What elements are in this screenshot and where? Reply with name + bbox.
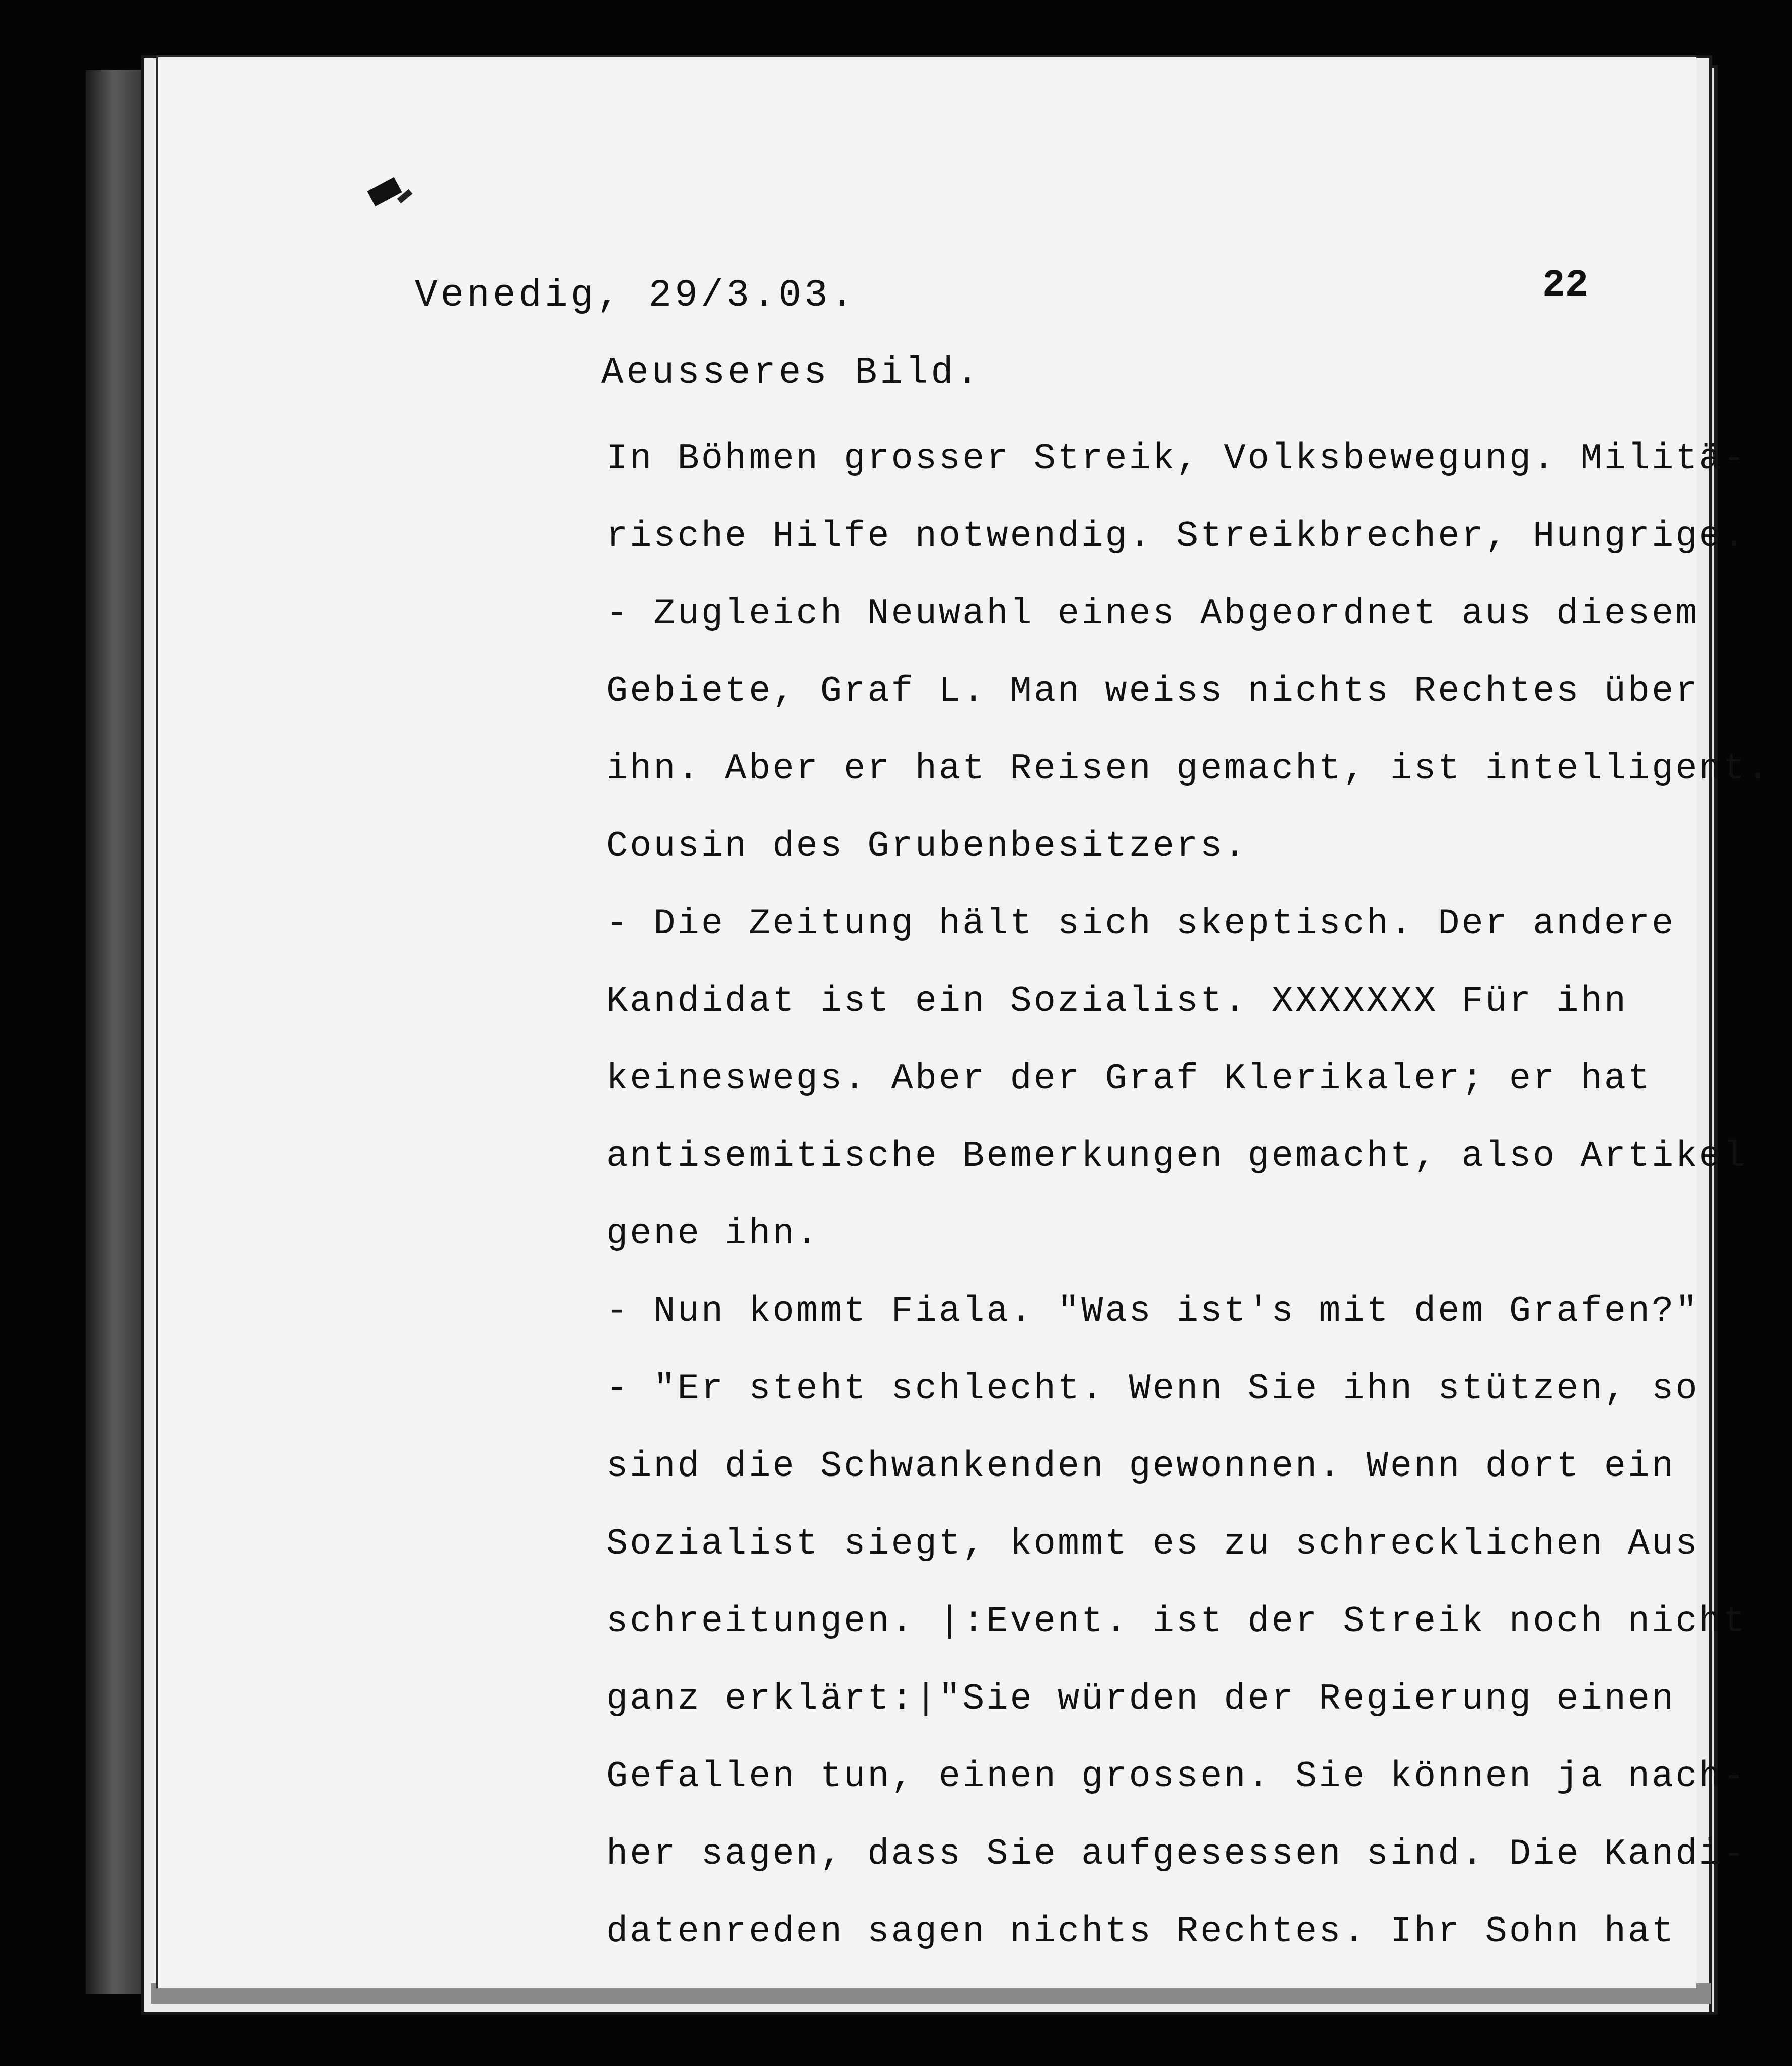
text-line: keineswegs. Aber der Graf Klerikaler; er hat [606,1058,1652,1099]
typed-page [156,55,1771,1988]
body-text [606,420,1784,1970]
place-date: Venedig, 29/3.03. [415,274,857,317]
text-line: Gebiete, Graf L. Man weiss nichts Rechtes über [606,671,1699,712]
text-line: Cousin des Grubenbesitzers. [606,826,1248,867]
text-line: Gefallen tun, einen grossen. Sie können ja nach- [606,1756,1747,1797]
section-heading: Aeusseres Bild. [601,352,982,394]
text-line: sind die Schwankenden gewonnen. Wenn dort ein [606,1446,1676,1487]
text-line: schreitungen. |:Event. ist der Streik noch nicht [606,1601,1747,1642]
text-line: datenreden sagen nichts Rechtes. Ihr Sohn hat [606,1911,1676,1952]
text-line: In Böhmen grosser Streik, Volksbewegung. Militä- [606,438,1747,479]
text-line: rische Hilfe notwendig. Streikbrecher, Hungrige. [606,515,1747,557]
text-line: - "Er steht schlecht. Wenn Sie ihn stützen, so [606,1368,1699,1410]
ink-mark [367,177,402,206]
text-line: - Die Zeitung hält sich skeptisch. Der andere [606,903,1676,944]
text-line: ganz erklärt:|"Sie würden der Regierung einen [606,1678,1676,1720]
text-line: her sagen, dass Sie aufgesessen sind. Die Kandi- [606,1833,1747,1875]
text-line: - Zugleich Neuwahl eines Abgeordnet aus diesem [606,593,1699,634]
text-line: ihn. Aber er hat Reisen gemacht, ist intelligent. [606,748,1771,789]
text-line: Sozialist siegt, kommt es zu schrecklichen Aus [606,1523,1699,1565]
text-line: antisemitische Bemerkungen gemacht, also Artikel [606,1136,1747,1177]
text-line: gene ihn. [606,1213,820,1255]
text-line: - Nun kommt Fiala. "Was ist's mit dem Grafen?" [606,1291,1699,1332]
page-number: 22 [1542,264,1589,307]
text-line: Kandidat ist ein Sozialist. XXXXXXX Für ihn [606,981,1628,1022]
